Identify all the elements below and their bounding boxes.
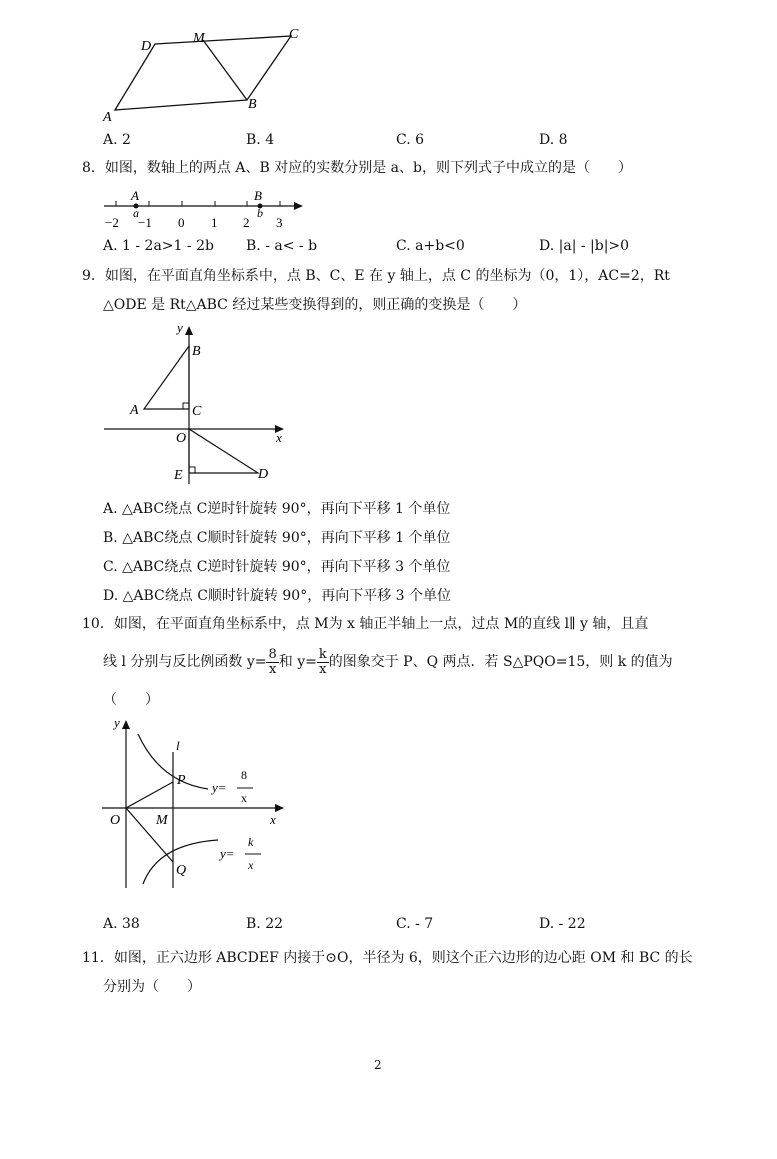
label-c: C [192,404,202,419]
q9-option-a: A. △ABC绕点 C逆时针旋转 90°，再向下平移 1 个单位 [103,501,451,517]
segment-mb [203,40,247,100]
q10-stem-text-c: 的图象交于 P、Q 两点．若 S△PQO=15，则 k 的值为 [328,654,673,670]
label-y: y [177,320,183,335]
label-o: O [176,431,187,446]
label-point-b: B [254,188,262,203]
q8-option-a: A. 1 - 2a>1 - 2b [103,238,214,254]
q10-fraction-8-over-x: $\frac{8}{x}$ [268,646,277,677]
label-f2-den: x [248,858,254,872]
q9-option-c: C. △ABC绕点 C逆时针旋转 90°，再向下平移 3 个单位 [103,559,451,575]
q11-stem-line2: 分别为（ ） [103,979,201,995]
q7-option-c: C. 6 [396,132,425,148]
q10-figure [98,712,298,892]
q7-option-a: A. 2 [103,132,131,148]
label-x: x [276,430,282,445]
q9-stem-line1: 9．如图，在平面直角坐标系中，点 B、C、E 在 y 轴上，点 C 的坐标为（0，1），AC=2，Rt [82,268,670,284]
label-d: D [258,467,269,482]
label-c: C [289,27,299,42]
q10-stem-line1: 10．如图，在平面直角坐标系中，点 M为 x 轴正半轴上一点，过点 M的直线 l∥ y 轴，且直 [82,616,649,632]
label-p: P [177,773,186,788]
label-value-b: b [257,206,263,220]
label-o: O [110,813,121,828]
q10-stem-text-a: 线 l 分别与反比例函数 y= [103,654,267,670]
label-a: A [103,110,112,125]
q8-stem: 8．如图，数轴上的两点 A、B 对应的实数分别是 a、b，则下列式子中成立的是（ ） [82,160,632,176]
q10-option-a: A. 38 [103,916,140,932]
triangle-ode [189,429,258,473]
q8-number-line [98,186,313,234]
q10-option-b: B. 22 [246,916,284,932]
label-x: x [270,812,276,827]
q9-option-b: B. △ABC绕点 C顺时针旋转 90°，再向下平移 1 个单位 [103,530,451,546]
q7-figure [95,22,315,127]
label-d: D [141,39,152,54]
q10-fraction-k-over-x: $\frac{k}{x}$ [318,646,327,677]
q9-figure [98,318,298,486]
q8-option-d: D. |a| - |b|>0 [539,238,630,254]
label-value-a: a [133,206,139,220]
page-number: 2 [374,1058,382,1072]
label-m: M [156,813,168,828]
label-f2-num: k [248,835,254,849]
q10-stem-text-b: 和 y= [278,654,317,670]
q8-option-c: C. a+b<0 [396,238,465,254]
q7-option-d: D. 8 [539,132,568,148]
tick-2: 2 [243,215,250,230]
label-l: l [176,738,180,753]
label-m: M [193,31,205,46]
label-b: B [192,344,201,359]
tick-neg1: −1 [138,215,152,230]
label-f1-y: y= [212,780,227,795]
q7-option-b: B. 4 [246,132,275,148]
q10-option-c: C. - 7 [396,916,434,932]
tick-3: 3 [276,215,283,230]
q9-stem-line2: △ODE 是 Rt△ABC 经过某些变换得到的，则正确的变换是（ ） [103,297,527,313]
label-y: y [114,715,120,730]
label-q: Q [176,863,187,878]
q10-option-d: D. - 22 [539,916,586,932]
label-b: B [248,97,257,112]
segment-op [126,782,173,808]
label-f1-num: 8 [241,768,247,782]
q8-option-b: B. - a< - b [246,238,318,254]
tick-0: 0 [178,215,185,230]
triangle-abc [144,346,189,409]
tick-neg2: −2 [105,215,119,230]
label-point-a: A [131,188,139,203]
tick-1: 1 [211,215,218,230]
label-f1-den: x [241,791,247,805]
q11-stem-line1: 11．如图，正六边形 ABCDEF 内接于⊙O，半径为 6，则这个正六边形的边心距 OM 和 BC 的长 [82,950,693,966]
q10-stem-line3: （ ） [103,692,159,708]
label-a: A [130,403,139,418]
label-e: E [174,468,183,483]
q10-stem-line2 [103,643,673,681]
q9-option-d: D. △ABC绕点 C顺时针旋转 90°，再向下平移 3 个单位 [103,588,451,604]
label-f2-y: y= [220,846,235,861]
